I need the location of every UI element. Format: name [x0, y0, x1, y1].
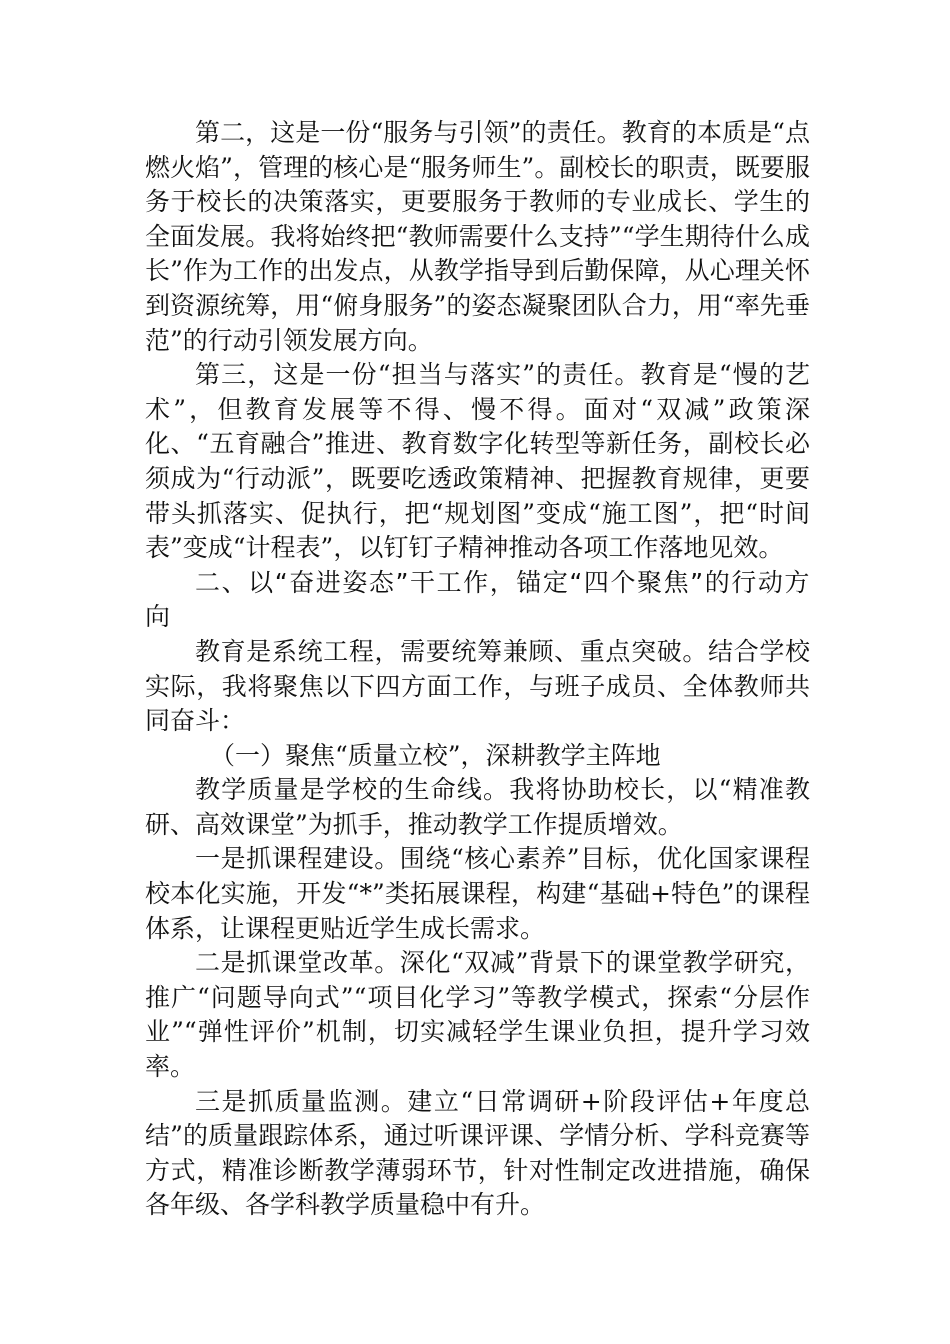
paragraph-responsibility-service: 第二，这是一份“服务与引领”的责任。教育的本质是“点燃火焰”，管理的核心是“服务师生”。副校长的职责，既要服务于校长的决策落实，更要服务于教师的专业成长、学生的全面发展。我将始终把“教师需要什么支持”“学生期待什么成长”作为工作的出发点，从教学指导到后勤保障，从心理关怀到资源统筹，用“俯身服务”的姿态凝聚团队合力，用“率先垂范”的行动引领发展方向。 — [145, 118, 810, 355]
paragraph-classroom-reform: 二是抓课堂改革。深化“双减”背景下的课堂教学研究，推广“问题导向式”“项目化学习”等教学模式，探索“分层作业”“弹性评价”机制，切实减轻学生课业负担，提升学习效率。 — [145, 948, 810, 1082]
paragraph-quality-monitoring: 三是抓质量监测。建立“日常调研+阶段评估+年度总结”的质量跟踪体系，通过听课评课、学情分析、学科竞赛等方式，精准诊断教学薄弱环节，针对性制定改进措施，确保各年级、各学科教学质量稳中有升。 — [145, 1086, 810, 1220]
paragraph-teaching-quality: 教学质量是学校的生命线。我将协助校长，以“精准教研、高效课堂”为抓手，推动教学工作提质增效。 — [145, 775, 810, 839]
paragraph-curriculum: 一是抓课程建设。围绕“核心素养”目标，优化国家课程校本化实施，开发“*”类拓展课程，构建“基础+特色”的课程体系，让课程更贴近学生成长需求。 — [145, 844, 810, 943]
paragraph-section-intro: 教育是系统工程，需要统筹兼顾、重点突破。结合学校实际，我将聚焦以下四方面工作，与班子成员、全体教师共同奋斗： — [145, 636, 810, 736]
paragraph-responsibility-action: 第三，这是一份“担当与落实”的责任。教育是“慢的艺术”，但教育发展等不得、慢不得。面对“双减”政策深化、“五育融合”推进、教育数字化转型等新任务，副校长必须成为“行动派”，既要吃透政策精神、把握教育规律，更要带头抓落实、促执行，把“规划图”变成“施工图”，把“时间表”变成“计程表”，以钉钉子精神推动各项工作落地见效。 — [145, 360, 810, 563]
section-heading-2: 二、以“奋进姿态”干工作，锚定“四个聚焦”的行动方向 — [145, 567, 810, 632]
subsection-heading-1: （一）聚焦“质量立校”，深耕教学主阵地 — [210, 740, 661, 770]
document-body — [145, 116, 810, 1223]
